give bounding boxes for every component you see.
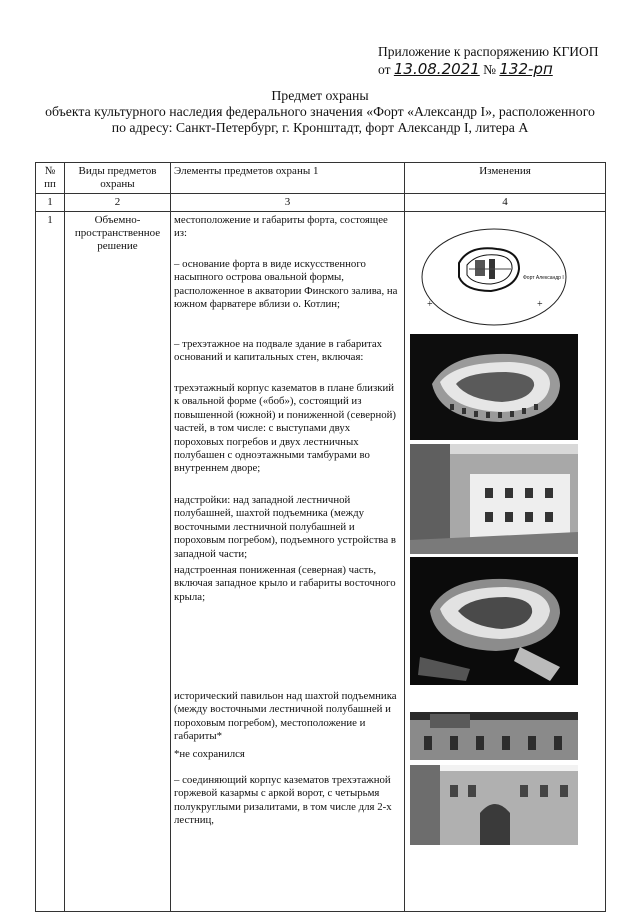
svg-text:+: +: [537, 299, 543, 310]
element-text: надстройки: над западной лестничной полубашней, шахтой подъемника (между восточными лестничной полубашней и пороховым погребом), подъемного устройства в западной части;: [174, 494, 396, 560]
svg-text:+: +: [427, 299, 433, 310]
doc-subtitle-1: объекта культурного наследия федерального значения «Форт «Александр I», расположенного: [45, 104, 595, 119]
map-label: Форт Александр I: [523, 275, 564, 281]
from-prefix: от: [378, 62, 391, 77]
element-text: *не сохранился: [174, 748, 245, 760]
table-header-row: [36, 163, 606, 194]
doc-title: Предмет охраны: [271, 88, 369, 103]
col-header-elements: Элементы предметов охраны 1: [171, 163, 405, 194]
element-text: – основание форта в виде искусственного насыпного острова овальной формы, расположенное в акватории Финского залива, на южном фарватере вблизи о. Котлин;: [174, 258, 398, 311]
element-text: трехэтажный корпус казематов в плане близкий к овальной форме («боб»), состоящий из повышенной (южной) и пониженной (северной) частей, в том числе: с выступами двух пороховых погребов и двух лестничных полубашен с одноэтажными тамбурами во внутреннем дворе;: [174, 382, 397, 475]
approval-line: Приложение к распоряжению КГИОП: [378, 44, 599, 59]
element-text: исторический павильон над шахтой подъемника (между восточными лестничной полубашней и пороховым погребом), местоположение и габариты*: [174, 690, 397, 743]
col-number: 1: [36, 194, 65, 212]
col-number: 4: [405, 194, 606, 212]
col-header-changes: Изменения: [405, 163, 606, 194]
row-elements: [171, 212, 405, 912]
col-header-kind: Виды предметов охраны: [65, 163, 171, 194]
approval-date-line: [378, 60, 553, 78]
element-text: – трехэтажное на подвале здание в габаритах оснований и капитальных стен, включая:: [174, 338, 383, 364]
col-number: 3: [171, 194, 405, 212]
element-text: надстроенная пониженная (северная) часть, включая западное крыло и габариты восточного крыла;: [174, 564, 396, 603]
fort-aerial-photo-2: [410, 557, 578, 685]
table-number-row: [36, 194, 606, 212]
col-number: 2: [65, 194, 171, 212]
fort-aerial-photo-1: [410, 334, 578, 440]
doc-subtitle-2: по адресу: Санкт-Петербург, г. Кронштадт, форт Александр I, литера А: [111, 120, 529, 135]
element-text: местоположение и габариты форта, состоящее из:: [174, 214, 388, 240]
pavilion-photo: [410, 712, 578, 760]
handwritten-date: 13.08.2021: [393, 60, 480, 78]
fort-facade-photo: [410, 444, 578, 554]
number-prefix: №: [483, 62, 497, 77]
col-header-num: № пп: [36, 163, 65, 194]
barracks-gate-photo: [410, 765, 578, 845]
fort-map-image: [419, 225, 569, 330]
row-number: 1: [36, 212, 65, 912]
handwritten-number: 132-рп: [499, 60, 553, 78]
row-kind: Объемно-пространственное решение: [65, 212, 171, 912]
element-text: – соединяющий корпус казематов трехэтажной горжевой казармы с аркой ворот, с четырьмя полукруглыми ризалитами, в том числе для 2-х лестниц,: [174, 774, 392, 827]
